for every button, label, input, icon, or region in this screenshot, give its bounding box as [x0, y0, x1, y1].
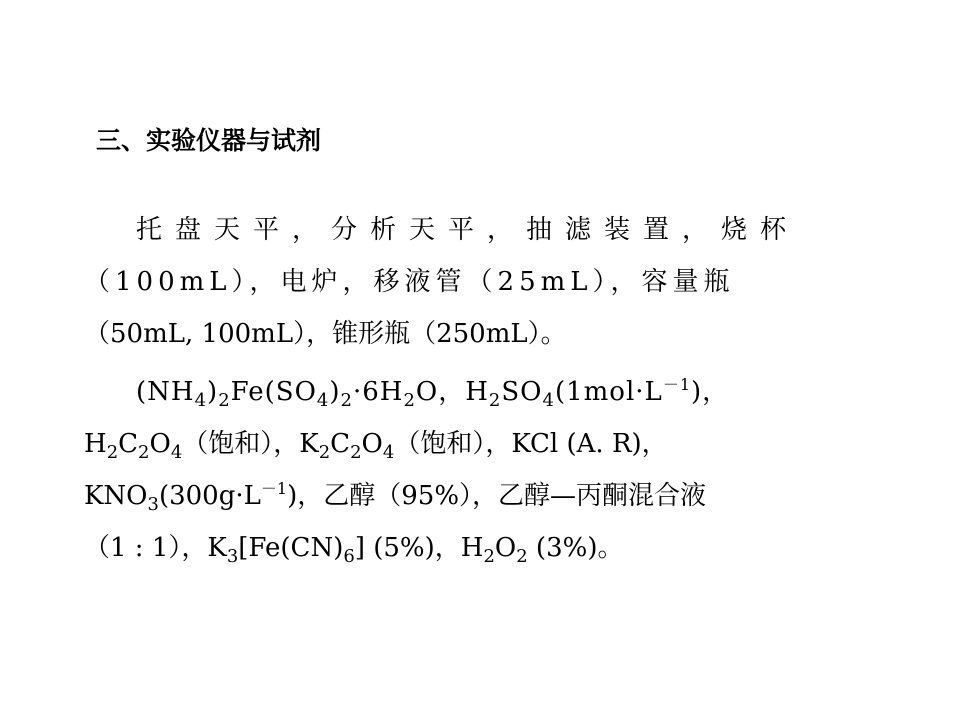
formula-text: ) [329, 377, 341, 407]
formula-text: (3%)。 [527, 533, 624, 563]
subscript: 2 [403, 390, 416, 411]
formula-text: O [149, 429, 171, 459]
reagents-line-3 [84, 470, 832, 522]
formula-text: [Fe(CN) [238, 533, 344, 563]
formula-text: ) [207, 377, 219, 407]
subscript: 3 [226, 546, 239, 567]
subscript: 4 [170, 442, 183, 463]
reagents-line-4 [84, 522, 832, 574]
formula-text: )，乙醇（95%），乙醇—丙酮混合液 [287, 481, 707, 511]
subscript: 2 [138, 442, 150, 463]
subscript: 2 [483, 546, 495, 567]
subscript: 4 [194, 390, 208, 411]
reagents-line-1 [84, 366, 832, 418]
superscript: －1 [260, 479, 288, 498]
apparatus-line-3: （50mL, 100mL），锥形瓶（250mL）。 [84, 319, 567, 349]
formula-text: （1 : 1），K [84, 533, 227, 563]
subscript: 2 [318, 442, 331, 463]
formula-text: SO [501, 377, 543, 407]
reagents-paragraph [84, 366, 832, 574]
subscript: 4 [542, 390, 555, 411]
formula-text: (300g·L [158, 481, 261, 511]
formula-text: (NH [136, 377, 195, 407]
formula-text: C [330, 429, 351, 459]
superscript: －1 [662, 375, 691, 394]
formula-text: C [118, 429, 139, 459]
apparatus-line-2: （100mL），电炉，移液管（25mL），容量瓶 [84, 267, 735, 297]
subscript: 2 [350, 442, 362, 463]
section-heading: 三、实验仪器与试剂 [96, 126, 322, 155]
subscript: 6 [343, 546, 355, 567]
formula-text: （饱和），KCl (A. R)， [394, 429, 668, 459]
reagents-line-2 [84, 418, 832, 470]
subscript: 4 [316, 390, 330, 411]
subscript: 2 [488, 390, 502, 411]
formula-text: O [361, 429, 383, 459]
subscript: 4 [382, 442, 395, 463]
formula-text: （饱和），K [182, 429, 319, 459]
subscript: 2 [340, 390, 353, 411]
formula-text: )， [691, 377, 730, 407]
apparatus-line-1: 托盘天平，分析天平，抽滤装置，烧杯 [136, 215, 800, 245]
formula-text: Fe(SO [230, 377, 317, 407]
formula-text: ] (5%)，H [354, 533, 484, 563]
formula-text: ·6H [352, 377, 404, 407]
subscript: 2 [516, 546, 528, 567]
formula-text: O [494, 533, 517, 563]
formula-text: O，H [415, 377, 489, 407]
apparatus-paragraph [84, 204, 832, 360]
subscript: 2 [218, 390, 231, 411]
formula-text: H [84, 429, 107, 459]
formula-text: KNO [84, 481, 148, 511]
formula-text: (1mol·L [554, 377, 663, 407]
subscript: 2 [106, 442, 119, 463]
subscript: 3 [147, 494, 159, 515]
